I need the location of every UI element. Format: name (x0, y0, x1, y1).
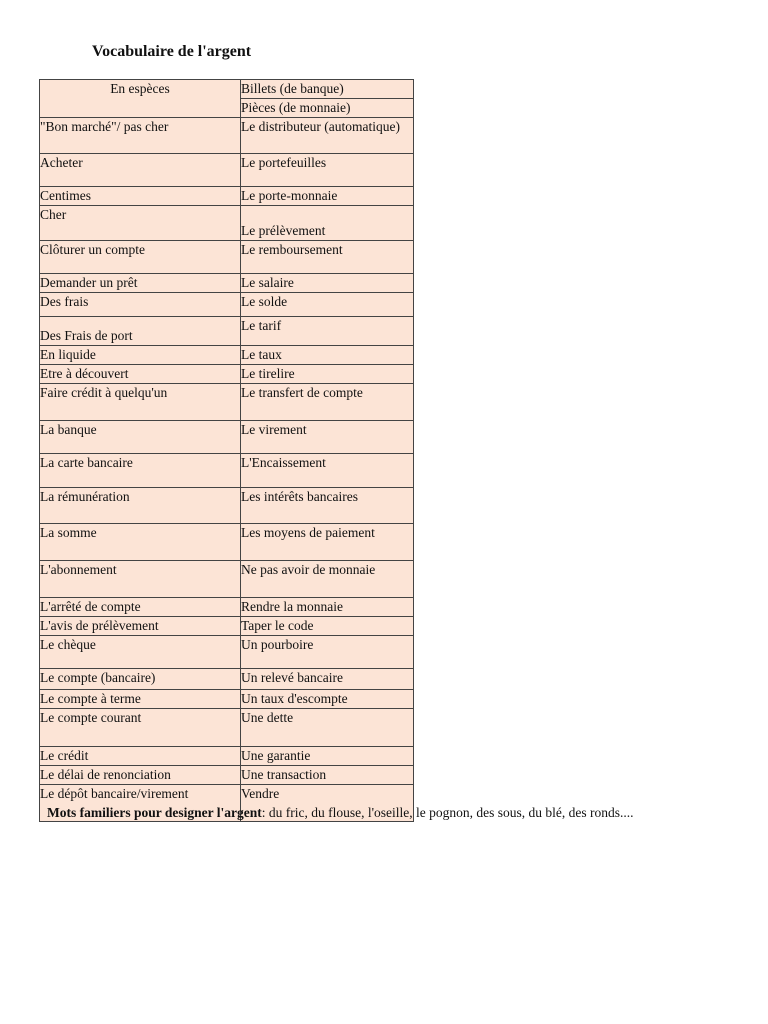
familiar-words-note (47, 805, 634, 821)
term-right: Le tarif (241, 317, 414, 346)
term-left: Le compte à terme (40, 690, 241, 709)
term-left: La rémunération (40, 488, 241, 524)
term-left: Etre à découvert (40, 365, 241, 384)
familiar-words-heading: Mots familiers pour designer l'argent (47, 805, 262, 820)
term-left: Centimes (40, 187, 241, 206)
table-header-right-2: Pièces (de monnaie) (241, 99, 414, 118)
term-left: Le délai de renonciation (40, 766, 241, 785)
table-row (40, 561, 414, 598)
table-row (40, 384, 414, 421)
term-right: Vendre (241, 785, 414, 822)
term-left: En liquide (40, 346, 241, 365)
table-row (40, 709, 414, 747)
term-right: Un taux d'escompte (241, 690, 414, 709)
table-row (40, 365, 414, 384)
table-row (40, 488, 414, 524)
familiar-words-list: : du fric, du flouse, l'oseille, le pognon, des sous, du blé, des ronds.... (261, 805, 634, 820)
term-right: Taper le code (241, 617, 414, 636)
term-right: Le distributeur (automatique) (241, 118, 414, 154)
term-left: La carte bancaire (40, 454, 241, 488)
term-right: Le porte-monnaie (241, 187, 414, 206)
table-row (40, 636, 414, 669)
term-right: Le remboursement (241, 241, 414, 274)
table-row (40, 293, 414, 317)
term-right: Ne pas avoir de monnaie (241, 561, 414, 598)
term-left: L'abonnement (40, 561, 241, 598)
table-row (40, 241, 414, 274)
term-right: Le salaire (241, 274, 414, 293)
term-left: L'arrêté de compte (40, 598, 241, 617)
table-row (40, 766, 414, 785)
term-right: Les intérêts bancaires (241, 488, 414, 524)
term-left: Demander un prêt (40, 274, 241, 293)
term-right: L'Encaissement (241, 454, 414, 488)
table-row (40, 617, 414, 636)
table-row (40, 747, 414, 766)
term-right: Le portefeuilles (241, 154, 414, 187)
term-left: Acheter (40, 154, 241, 187)
table-row (40, 524, 414, 561)
term-right: Une dette (241, 709, 414, 747)
term-left: "Bon marché"/ pas cher (40, 118, 241, 154)
term-left: Faire crédit à quelqu'un (40, 384, 241, 421)
term-right: Le taux (241, 346, 414, 365)
table-header-right-1: Billets (de banque) (241, 80, 414, 99)
term-left: Clôturer un compte (40, 241, 241, 274)
table-row (40, 454, 414, 488)
term-right: Le prélèvement (241, 206, 414, 241)
term-right: Une transaction (241, 766, 414, 785)
term-left: Des Frais de port (40, 317, 241, 346)
table-header-left: En espèces (40, 80, 241, 118)
term-left: Le crédit (40, 747, 241, 766)
table-row (40, 690, 414, 709)
term-right: Le tirelire (241, 365, 414, 384)
table-row (40, 669, 414, 690)
term-left: La banque (40, 421, 241, 454)
term-right: Une garantie (241, 747, 414, 766)
table-row (40, 346, 414, 365)
table-row (40, 154, 414, 187)
table-row (40, 187, 414, 206)
table-row (40, 206, 414, 241)
term-left: Cher (40, 206, 241, 241)
term-left: Le compte courant (40, 709, 241, 747)
term-left: L'avis de prélèvement (40, 617, 241, 636)
page-title: Vocabulaire de l'argent (92, 43, 252, 60)
term-left: Le chèque (40, 636, 241, 669)
term-left: Des frais (40, 293, 241, 317)
table-row (40, 274, 414, 293)
term-left: Le dépôt bancaire/virement (40, 785, 241, 822)
table-row (40, 317, 414, 346)
term-right: Le transfert de compte (241, 384, 414, 421)
term-left: Le compte (bancaire) (40, 669, 241, 690)
table-row (40, 598, 414, 617)
term-left: La somme (40, 524, 241, 561)
table-row (40, 118, 414, 154)
table-row (40, 421, 414, 454)
vocabulary-table (39, 79, 414, 822)
term-right: Le virement (241, 421, 414, 454)
term-right: Le solde (241, 293, 414, 317)
term-right: Rendre la monnaie (241, 598, 414, 617)
term-right: Un pourboire (241, 636, 414, 669)
term-right: Un relevé bancaire (241, 669, 414, 690)
term-right: Les moyens de paiement (241, 524, 414, 561)
